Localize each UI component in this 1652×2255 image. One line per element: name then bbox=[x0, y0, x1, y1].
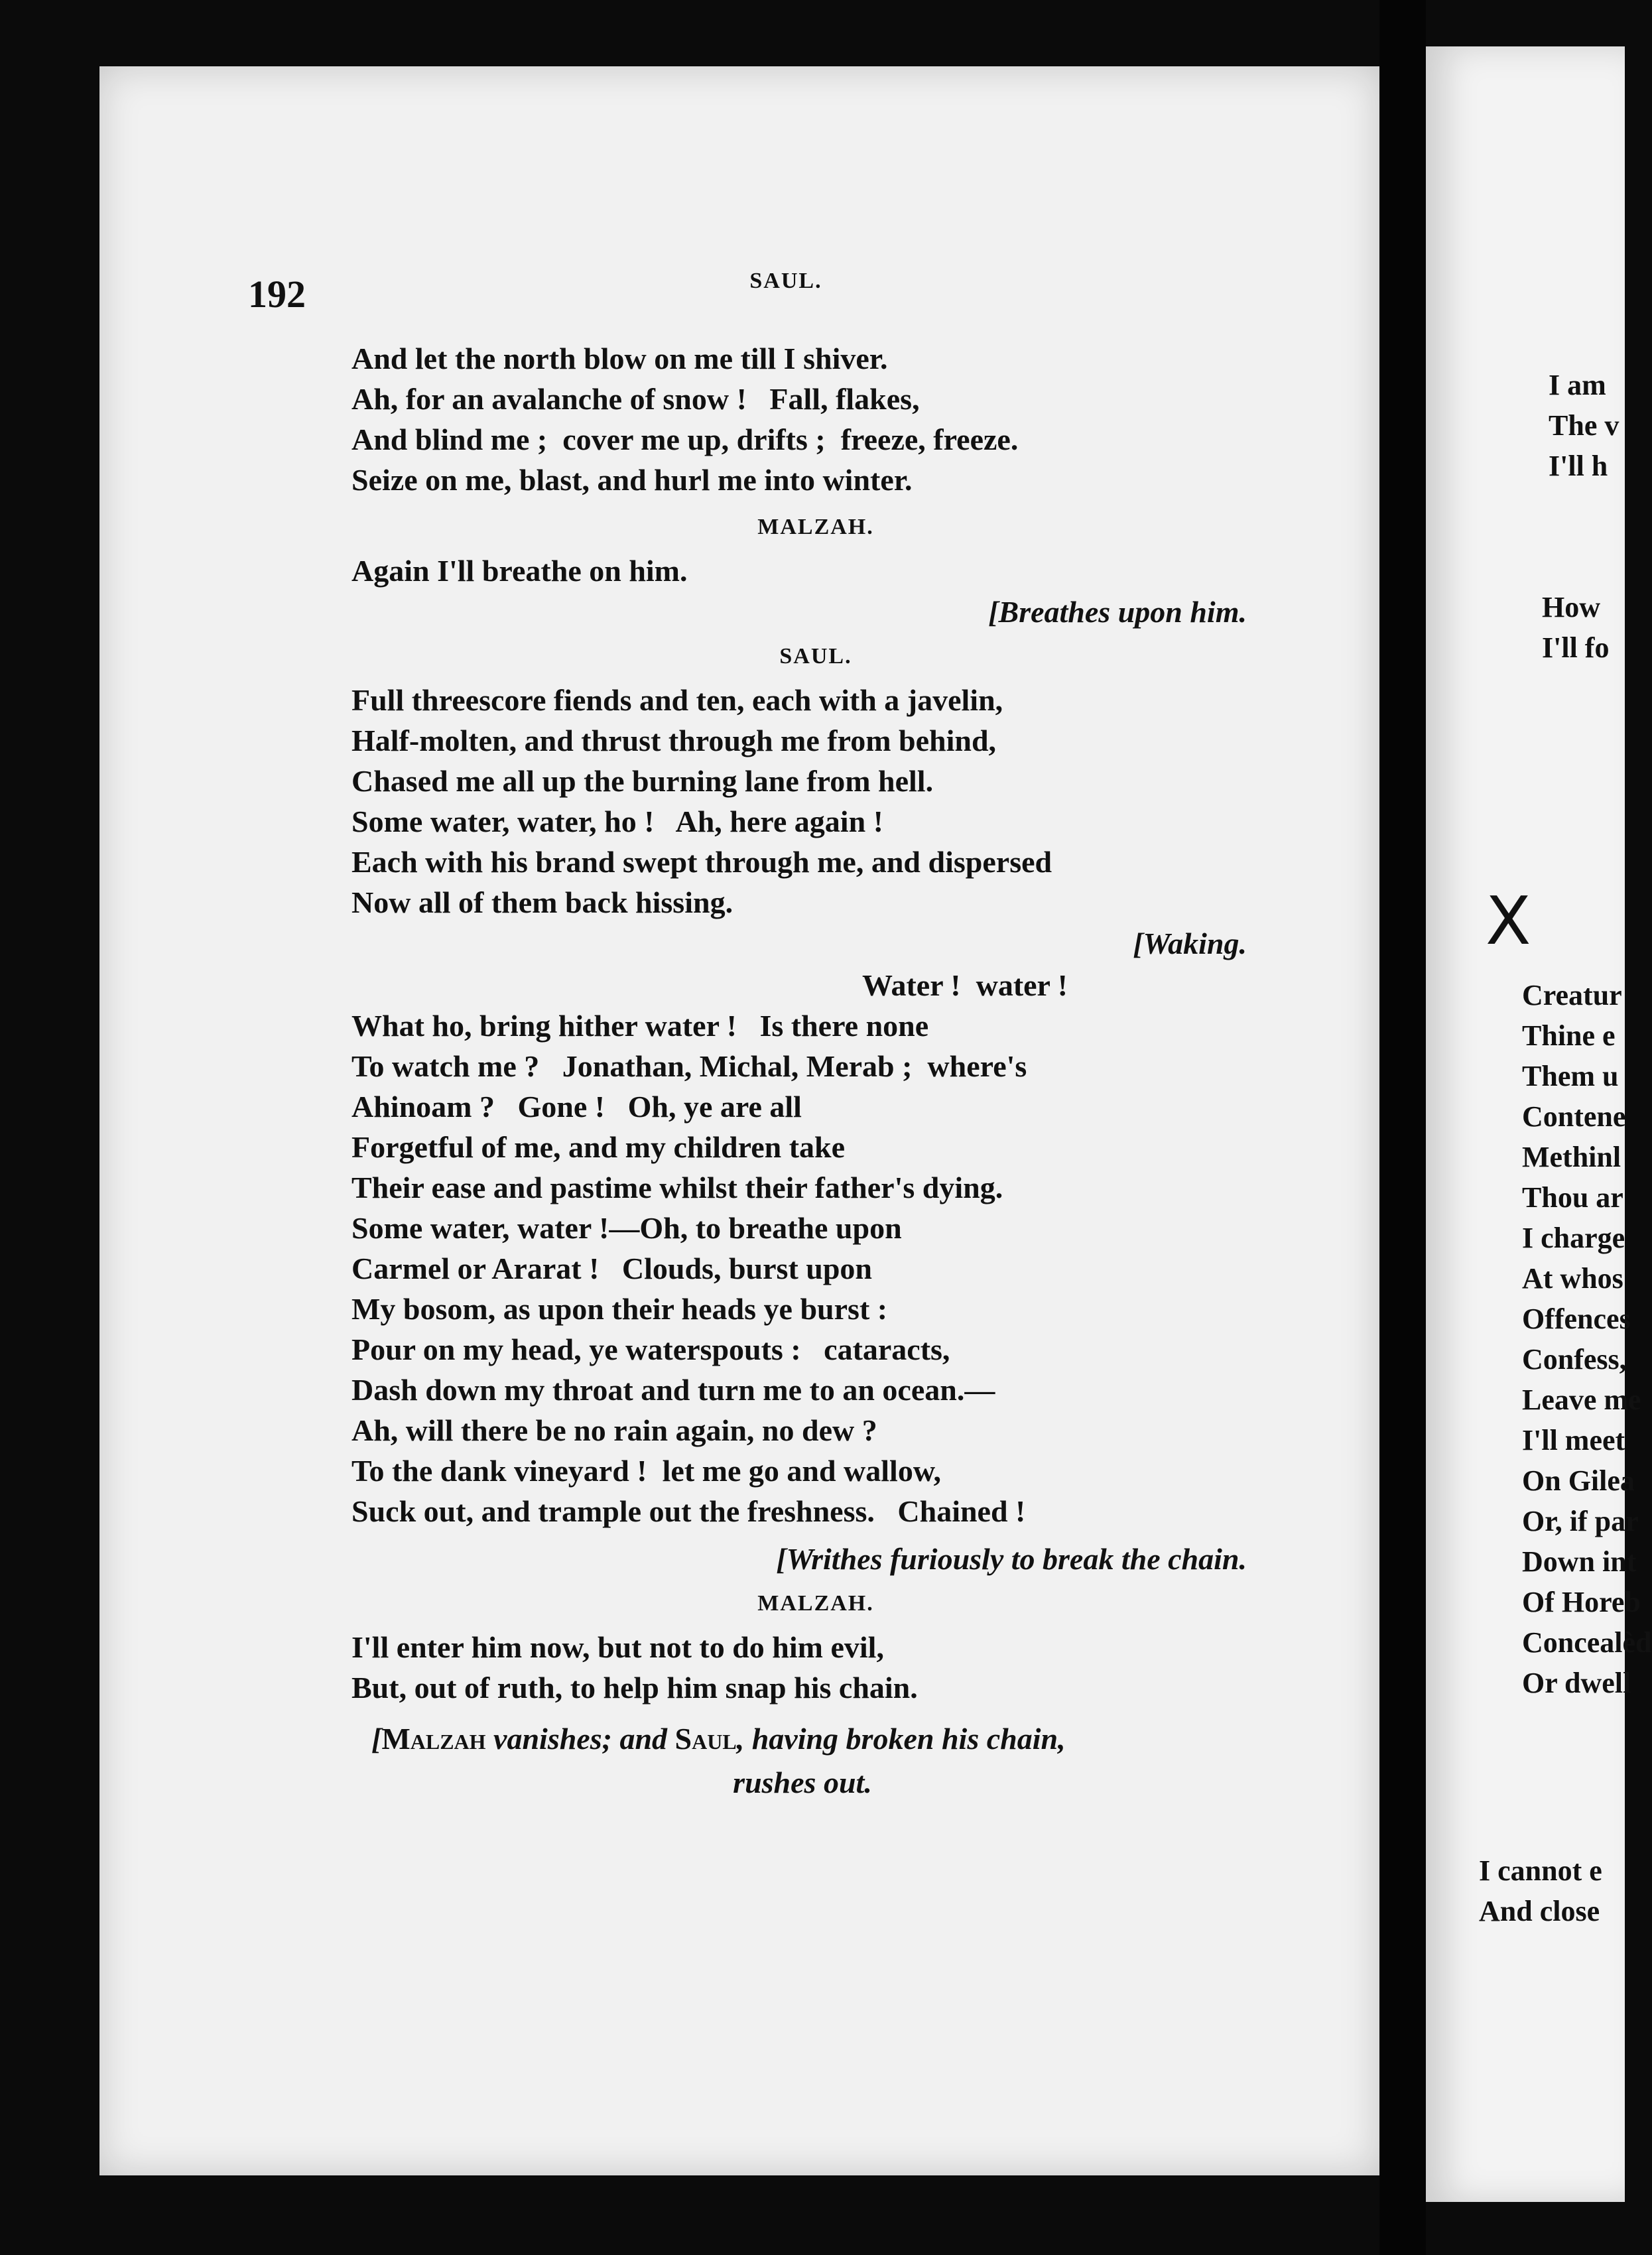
exit-direction-line bbox=[351, 1717, 1287, 1761]
bracket: [ bbox=[371, 1722, 382, 1756]
verse-line: Suck out, and trample out the freshness. Chained ! bbox=[351, 1494, 1026, 1528]
cut-line: Thine e bbox=[1522, 1019, 1616, 1052]
cut-line: I cannot e bbox=[1479, 1854, 1602, 1887]
right-page-mid-lines bbox=[1542, 587, 1609, 668]
cut-line: Contene bbox=[1522, 1100, 1626, 1133]
cut-line: I'll h bbox=[1549, 450, 1608, 482]
verse-line: I'll enter him now, but not to do him evil, bbox=[351, 1630, 884, 1664]
cut-line: Concealèd bbox=[1522, 1626, 1652, 1659]
speaker-heading: MALZAH. bbox=[757, 1591, 874, 1616]
verse-line: Ah, for an avalanche of snow ! Fall, flakes, bbox=[351, 382, 920, 416]
cut-line: Creatur bbox=[1522, 979, 1622, 1011]
stage-direction: [Breathes upon him. bbox=[988, 595, 1247, 629]
character-name: Malzah bbox=[381, 1722, 486, 1756]
cut-line: At whos bbox=[1522, 1262, 1623, 1295]
exit-direction-line: rushes out. bbox=[733, 1766, 872, 1799]
verse-line: Ahinoam ? Gone ! Oh, ye are all bbox=[351, 1090, 802, 1124]
verse-line: And let the north blow on me till I shiver. bbox=[351, 342, 888, 375]
cut-line: I'll meet bbox=[1522, 1424, 1625, 1456]
cut-line: Leave me bbox=[1522, 1384, 1641, 1416]
running-head: SAUL. bbox=[749, 269, 822, 293]
verse-line: Each with his brand swept through me, and dispersed bbox=[351, 845, 1052, 879]
verse-line: Their ease and pastime whilst their father's dying. bbox=[351, 1171, 1003, 1204]
cut-line: I charge bbox=[1522, 1222, 1625, 1254]
verse-line: And blind me ; cover me up, drifts ; freeze, freeze. bbox=[351, 422, 1019, 456]
speaker-heading: MALZAH. bbox=[757, 515, 874, 539]
exit-direction bbox=[351, 1717, 1320, 1805]
page-number: 192 bbox=[248, 273, 306, 316]
verse-block bbox=[351, 338, 1320, 500]
verse-line: Again I'll breathe on him. bbox=[351, 554, 688, 588]
stage-direction: [Writhes furiously to break the chain. bbox=[776, 1542, 1247, 1576]
verse-line: Some water, water, ho ! Ah, here again ! bbox=[351, 805, 883, 838]
cut-line: And close bbox=[1479, 1895, 1600, 1927]
cut-line: On Gilea bbox=[1522, 1464, 1635, 1497]
cut-line: How bbox=[1542, 591, 1600, 623]
verse-line: Half-molten, and thrust through me from behind, bbox=[351, 724, 997, 757]
verse-line: But, out of ruth, to help him snap his chain. bbox=[351, 1671, 918, 1705]
stage-direction: [Waking. bbox=[1133, 927, 1247, 960]
cut-line: Them u bbox=[1522, 1060, 1619, 1092]
cut-line: Down int bbox=[1522, 1545, 1637, 1578]
cut-line: Confess, bbox=[1522, 1343, 1627, 1376]
right-page-top-lines bbox=[1549, 365, 1619, 486]
cut-line: The v bbox=[1549, 409, 1620, 442]
cut-line: I am bbox=[1549, 369, 1606, 401]
cut-line: Of Horeb bbox=[1522, 1586, 1641, 1618]
verse-block bbox=[351, 680, 1320, 923]
direction-text: vanishes; and bbox=[485, 1722, 675, 1756]
verse-line: Some water, water !—Oh, to breathe upon bbox=[351, 1211, 902, 1245]
verse-line: Pour on my head, ye waterspouts : cataracts, bbox=[351, 1332, 950, 1366]
cut-line: Methinl bbox=[1522, 1141, 1621, 1173]
verse-line: My bosom, as upon their heads ye burst : bbox=[351, 1292, 888, 1326]
verse-line: Full threescore fiends and ten, each with a javelin, bbox=[351, 683, 1003, 717]
right-page bbox=[1426, 46, 1652, 2202]
verse-line: Now all of them back hissing. bbox=[351, 885, 733, 919]
verse-line: Forgetful of me, and my children take bbox=[351, 1130, 846, 1164]
book-gutter bbox=[1379, 0, 1426, 2255]
verse-line: Water ! water ! bbox=[862, 968, 1068, 1002]
direction-text: , having broken his chain, bbox=[736, 1722, 1066, 1756]
cut-line: Or, if par bbox=[1522, 1505, 1639, 1537]
verse-line: Ah, will there be no rain again, no dew ? bbox=[351, 1413, 877, 1447]
verse-line: Dash down my throat and turn me to an ocean.— bbox=[351, 1373, 995, 1407]
verse-block bbox=[351, 1005, 1320, 1531]
cut-line: Offences bbox=[1522, 1303, 1631, 1335]
verse-line: Carmel or Ararat ! Clouds, burst upon bbox=[351, 1252, 873, 1285]
verse-line: To watch me ? Jonathan, Michal, Merab ; where's bbox=[351, 1049, 1027, 1083]
cut-line: Or dwell bbox=[1522, 1667, 1631, 1699]
cut-line: I'll fo bbox=[1542, 631, 1610, 664]
verse-line: Chased me all up the burning lane from hell. bbox=[351, 764, 934, 798]
handwritten-x-mark: X bbox=[1486, 882, 1531, 960]
cut-line: Thou ar bbox=[1522, 1181, 1623, 1214]
verse-line: To the dank vineyard ! let me go and wallow, bbox=[351, 1454, 942, 1488]
verse-line: Seize on me, blast, and hurl me into winter. bbox=[351, 463, 913, 497]
verse-line: What ho, bring hither water ! Is there none bbox=[351, 1009, 929, 1043]
verse-block bbox=[351, 1627, 1320, 1708]
right-page-main-lines bbox=[1522, 975, 1652, 1703]
page-body bbox=[351, 338, 1320, 1805]
right-page-bottom-lines bbox=[1479, 1850, 1602, 1931]
character-name: Saul bbox=[674, 1722, 737, 1756]
speaker-heading: SAUL. bbox=[779, 644, 852, 669]
